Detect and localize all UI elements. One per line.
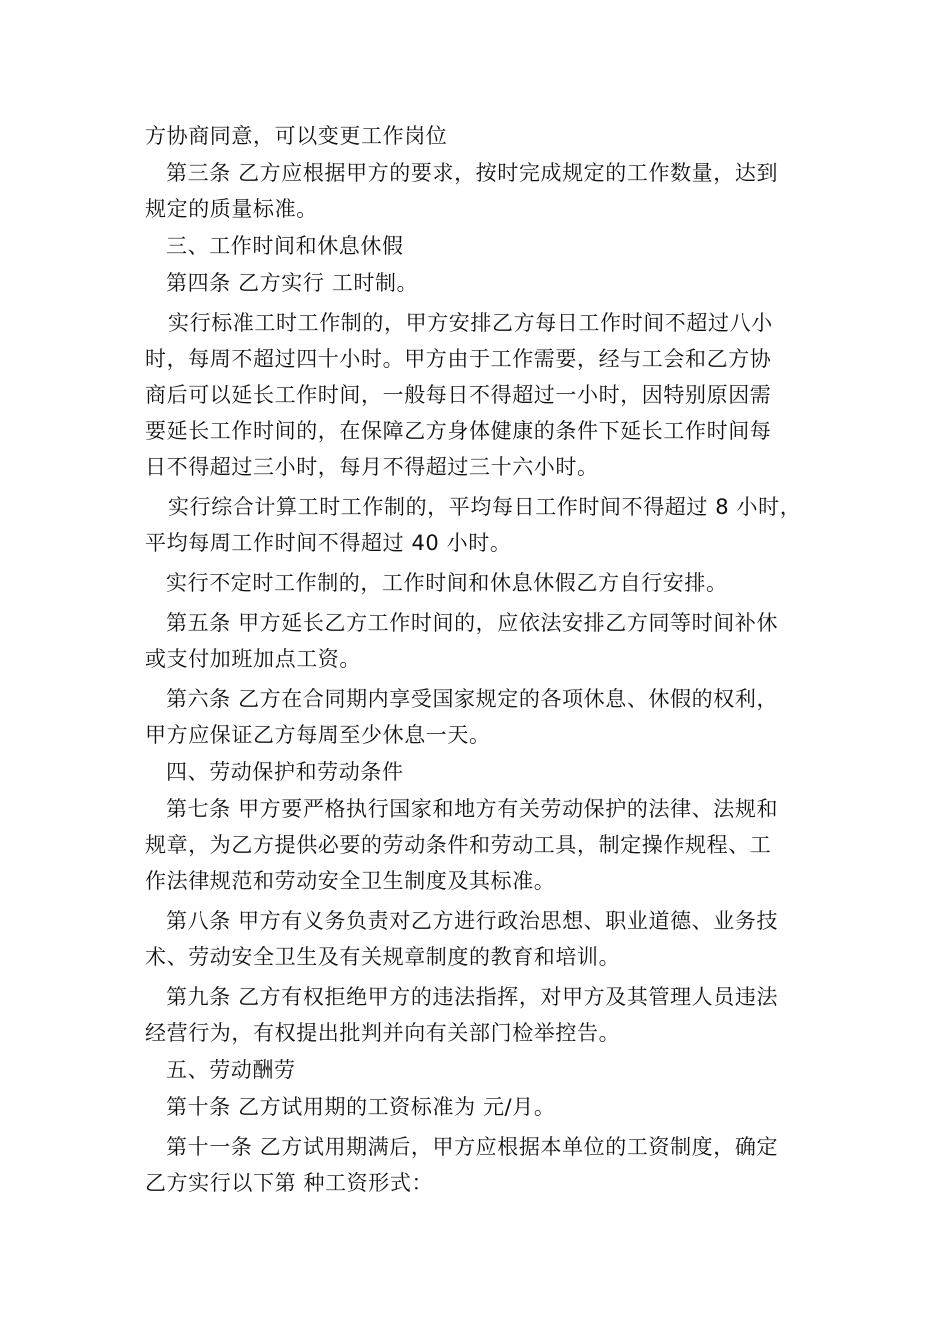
paragraph-standard-hours: 实行标准工时工作制的，甲方安排乙方每日工作时间不超过八小 <box>168 311 773 335</box>
section-heading-4: 四、劳动保护和劳动条件 <box>166 760 404 784</box>
paragraph-flexible-hours: 实行不定时工作制的，工作时间和休息休假乙方自行安排。 <box>166 571 728 595</box>
article-10: 第十条 乙方试用期的工资标准为 元/月。 <box>166 1095 556 1119</box>
text-line: 平均每周工作时间不得超过 40 小时。 <box>145 531 512 555</box>
article-6: 第六条 乙方在合同期内享受国家规定的各项休息、休假的权利， <box>166 687 779 711</box>
text-line: 规章，为乙方提供必要的劳动条件和劳动工具，制定操作规程、工 <box>145 833 772 857</box>
text-line: 乙方实行以下第 种工资形式： <box>145 1171 434 1195</box>
text-line: 商后可以延长工作时间，一般每日不得超过一小时，因特别原因需 <box>145 383 772 407</box>
text-line: 术、劳动安全卫生及有关规章制度的教育和培训。 <box>145 945 621 969</box>
document-body <box>145 118 825 1201</box>
article-5: 第五条 甲方延长乙方工作时间的，应依法安排乙方同等时间补休 <box>166 611 779 635</box>
text-line: 或支付加班加点工资。 <box>145 647 361 671</box>
text-line: 甲方应保证乙方每周至少休息一天。 <box>145 723 491 747</box>
text-line: 要延长工作时间的，在保障乙方身体健康的条件下延长工作时间每 <box>145 419 772 443</box>
text-line: 作法律规范和劳动安全卫生制度及其标准。 <box>145 869 556 893</box>
article-4: 第四条 乙方实行 工时制。 <box>166 271 419 295</box>
text-line: 规定的质量标准。 <box>145 197 318 221</box>
article-8: 第八条 甲方有义务负责对乙方进行政治思想、职业道德、业务技 <box>166 909 779 933</box>
section-heading-5: 五、劳动酬劳 <box>166 1058 296 1082</box>
text-line: 日不得超过三小时，每月不得超过三十六小时。 <box>145 455 599 479</box>
article-3: 第三条 乙方应根据甲方的要求，按时完成规定的工作数量，达到 <box>166 161 779 185</box>
text-line: 方协商同意，可以变更工作岗位 <box>145 124 448 148</box>
paragraph-comprehensive-hours: 实行综合计算工时工作制的，平均每日工作时间不得超过 8 小时， <box>168 495 802 519</box>
article-11: 第十一条 乙方试用期满后，甲方应根据本单位的工资制度，确定 <box>166 1135 779 1159</box>
article-7: 第七条 甲方要严格执行国家和地方有关劳动保护的法律、法规和 <box>166 797 779 821</box>
text-line: 时，每周不超过四十小时。甲方由于工作需要，经与工会和乙方协 <box>145 347 772 371</box>
section-heading-3: 三、工作时间和休息休假 <box>166 234 404 258</box>
article-9: 第九条 乙方有权拒绝甲方的违法指挥，对甲方及其管理人员违法 <box>166 985 779 1009</box>
text-line: 经营行为，有权提出批判并向有关部门检举控告。 <box>145 1021 621 1045</box>
